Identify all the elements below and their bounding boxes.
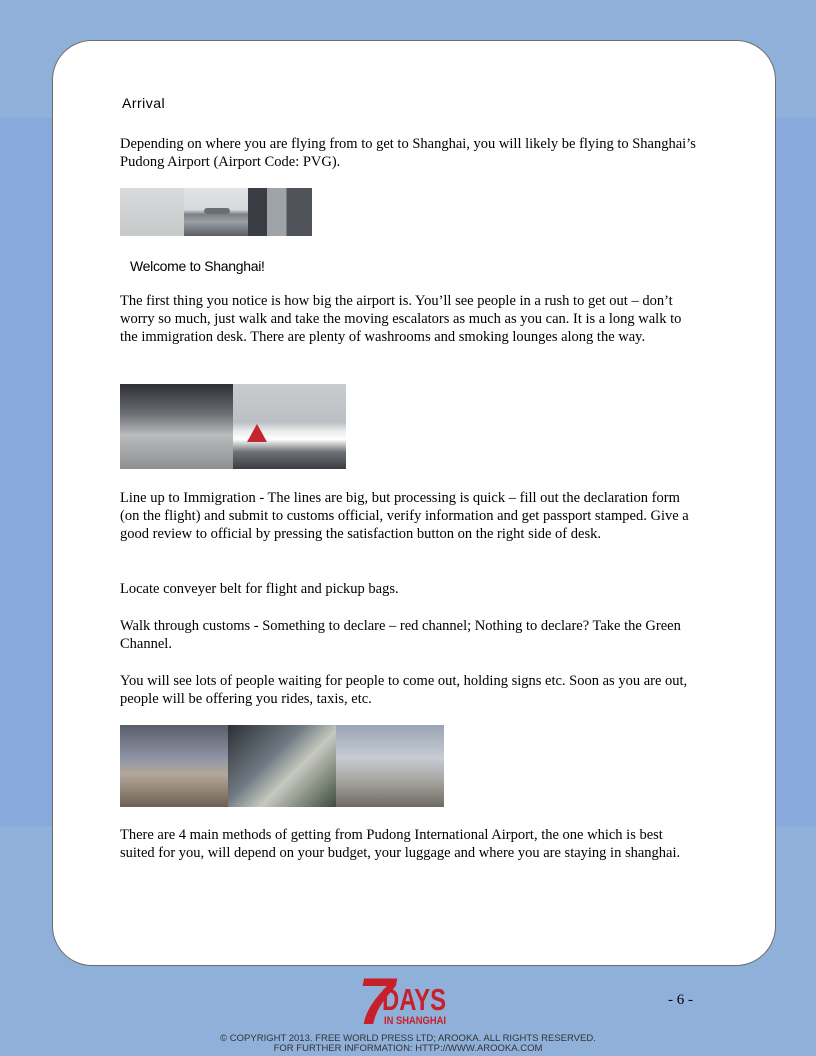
photo-parked-plane [233, 384, 346, 469]
plane-icon [204, 208, 230, 214]
logo-tagline: IN SHANGHAI [384, 1015, 446, 1027]
paragraph-conveyer-belt: Locate conveyer belt for flight and pickup bags. [120, 581, 399, 597]
logo-number: 7 [358, 964, 395, 1038]
photo-runway [184, 188, 248, 236]
heading-welcome: Welcome to Shanghai! [130, 258, 265, 274]
copyright-line-1: © COPYRIGHT 2013. FREE WORLD PRESS LTD; AROOKA. ALL RIGHTS RESERVED. [220, 1033, 596, 1044]
paragraph-airport-size: The first thing you notice is how big the airport is. You’ll see people in a rush to get out – don’t worry so much, just walk and take the moving escalators as much as you can. It is a long walk to the immigration desk. There are plenty of washrooms and smoking lounges along the way. [120, 293, 682, 345]
photo-row-airport-exterior [120, 188, 312, 236]
photo-row-terminal [120, 384, 346, 469]
copyright-line-2: FOR FURTHER INFORMATION: HTTP://WWW.AROOKA.COM [273, 1043, 543, 1054]
7days-logo [358, 964, 450, 1038]
plane-tail-icon [247, 424, 267, 442]
copyright-notice [0, 1034, 816, 1054]
paragraph-transport-methods: There are 4 main methods of getting from Pudong International Airport, the one which is best suited for you, will depend on your budget, your luggage and where you are staying in shanghai. [120, 827, 681, 861]
logo-word: DAYS [382, 982, 446, 1017]
page-number: - 6 - [668, 992, 693, 1008]
photo-hazy-sky [120, 188, 184, 236]
photo-terminal-exterior [248, 188, 312, 236]
photo-crowd-waiting [120, 725, 228, 807]
paragraph-immigration: Line up to Immigration - The lines are big, but processing is quick – fill out the declaration form (on the flight) and submit to customs official, verify information and get passport stamped. Give a good review to official by pressing the satisfaction button on the right side of desk. [120, 490, 689, 542]
photo-row-arrival-crowd [120, 725, 444, 807]
photo-arrival-concourse [336, 725, 444, 807]
paragraph-arrival-hall: You will see lots of people waiting for people to come out, holding signs etc. Soon as you are out, people will be offering you rides, taxis, etc. [120, 673, 688, 707]
paragraph-pudong-airport: Depending on where you are flying from to get to Shanghai, you will likely be flying to Shanghai’s Pudong Airport (Airport Code: PVG). [120, 136, 696, 170]
photo-terminal-hall [120, 384, 233, 469]
photo-shopping-area [228, 725, 336, 807]
paragraph-customs: Walk through customs - Something to declare – red channel; Nothing to declare? Take the Green Channel. [120, 618, 681, 652]
heading-arrival: Arrival [122, 95, 166, 111]
